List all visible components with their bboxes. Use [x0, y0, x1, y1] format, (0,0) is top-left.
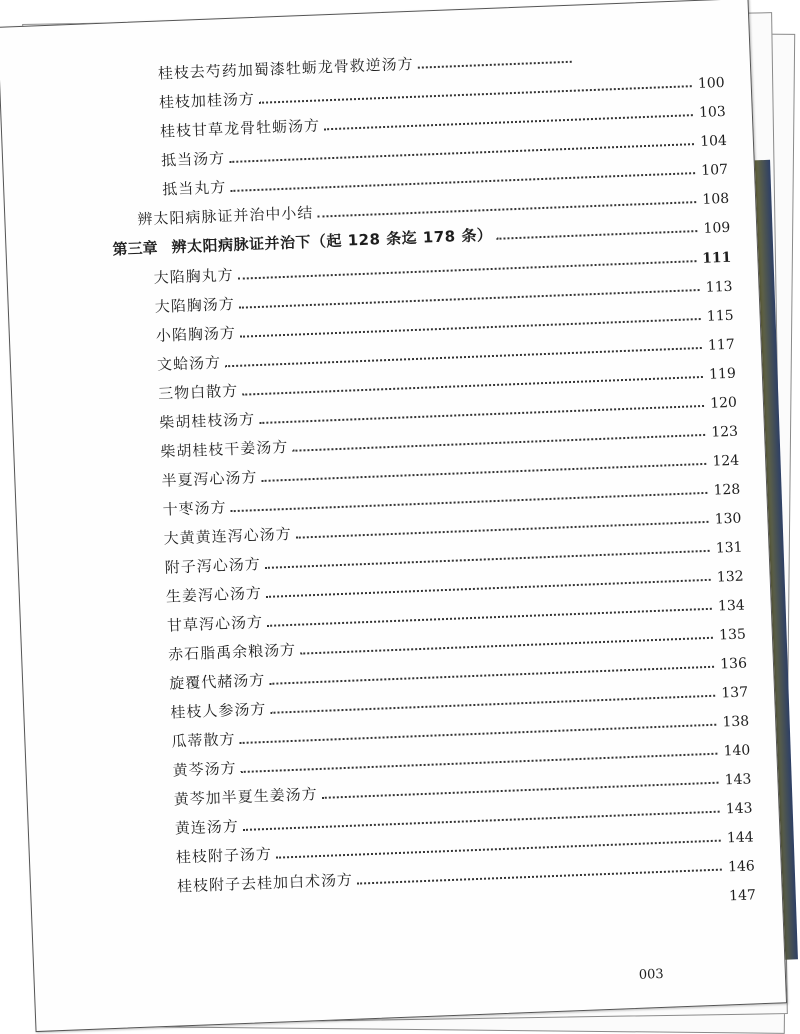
toc-entry-title: 柴胡桂枝干姜汤方 — [160, 437, 289, 461]
toc-entry-page: 138 — [722, 713, 750, 731]
toc-entry-title: 生姜泻心汤方 — [165, 584, 263, 606]
toc-entry-title: 三物白散方 — [157, 381, 239, 403]
dot-leader — [292, 434, 705, 452]
toc-entry-page: 111 — [701, 249, 732, 267]
toc-entry-title: 桂枝人参汤方 — [170, 699, 267, 722]
toc-entry-page: 136 — [719, 655, 748, 673]
toc-entry-title: 抵当汤方 — [160, 149, 226, 170]
toc-entry-title: 黄芩加半夏生姜汤方 — [173, 785, 319, 809]
toc-entry-title: 大陷胸汤方 — [154, 294, 236, 316]
toc-entry-page: 109 — [703, 219, 731, 237]
dot-leader — [357, 869, 722, 885]
toc-entry-title: 附子泻心汤方 — [164, 555, 262, 577]
page-folio: 003 — [638, 966, 664, 983]
toc-entry-title: 桂枝甘草龙骨牡蛎汤方 — [159, 116, 321, 141]
toc-entry-page: 119 — [708, 365, 737, 383]
toc-entry-title: 十枣汤方 — [162, 498, 227, 519]
toc-entry-page: 113 — [705, 278, 733, 296]
toc-entry-page: 120 — [709, 394, 738, 412]
toc-entry-title: 大陷胸丸方 — [153, 265, 235, 287]
toc-entry-page: 103 — [698, 103, 727, 121]
toc-entry-page: 146 — [727, 858, 756, 876]
toc-entry-title: 辨太阳病脉证并治中小结 — [137, 203, 314, 229]
toc-entry-title: 赤石脂禹余粮汤方 — [167, 640, 297, 664]
dot-leader — [418, 61, 572, 69]
toc-entry-title: 大黄黄连泻心汤方 — [163, 524, 293, 548]
toc-entry-page: 117 — [707, 336, 736, 354]
toc-entry-title: 甘草泻心汤方 — [166, 613, 264, 635]
toc-entry-page: 137 — [721, 684, 749, 702]
dot-leader — [324, 114, 693, 130]
toc-entry-page: 132 — [716, 568, 744, 586]
toc-entry-page: 115 — [706, 307, 734, 325]
toc-entry-page: 107 — [700, 161, 729, 179]
dot-leader — [496, 230, 697, 240]
toc-entry-page: 128 — [713, 481, 741, 499]
toc-entry-title: 瓜蒂散方 — [171, 730, 236, 751]
toc-entry-title: 抵当丸方 — [161, 178, 227, 199]
toc-entry-title: 桂枝去芍药加蜀漆牡蛎龙骨救逆汤方 — [157, 54, 415, 83]
toc-entry-title: 黄连汤方 — [174, 817, 240, 838]
toc-entry-title: 旋覆代赭汤方 — [168, 670, 266, 693]
toc-entry-title: 桂枝附子汤方 — [175, 844, 273, 867]
toc-entry-page: 143 — [725, 800, 753, 818]
toc-entry-page: 147 — [728, 887, 757, 905]
toc-entry-page: 131 — [715, 539, 743, 557]
toc-entry-page: 108 — [702, 190, 730, 208]
toc-entry-page: 104 — [699, 132, 728, 150]
toc-entry-title: 桂枝加桂汤方 — [158, 89, 256, 112]
toc-entry-page: 144 — [726, 829, 754, 847]
dot-leader — [300, 637, 713, 655]
dot-leader — [322, 782, 719, 799]
toc-entry-title: 小陷胸汤方 — [155, 323, 237, 345]
dot-leader — [296, 521, 709, 539]
toc-entry-page: 134 — [717, 597, 746, 615]
toc-entry-page: 123 — [711, 423, 739, 441]
toc-entry-page: 135 — [718, 626, 747, 644]
toc-entry-title: 桂枝附子去桂加白术汤方 — [176, 870, 354, 896]
toc-entry-title: 柴胡桂枝汤方 — [158, 410, 256, 432]
toc-entry-title: 黄芩汤方 — [172, 759, 237, 780]
toc-entry-page: 124 — [712, 452, 740, 470]
toc-entry-page: 100 — [697, 74, 725, 92]
toc-entry-page: 130 — [714, 510, 742, 528]
toc-entry-title: 文蛤汤方 — [156, 353, 222, 374]
toc-entry-page: 140 — [723, 742, 751, 760]
toc-entry-title: 半夏泻心汤方 — [161, 468, 258, 490]
chapter-number: 第三章 — [112, 238, 158, 259]
dot-leader — [317, 201, 696, 218]
toc-entry-page: 143 — [724, 771, 752, 789]
toc-entry-title: 辨太阳病脉证并治下（起 128 条迄 178 条） — [171, 225, 493, 257]
